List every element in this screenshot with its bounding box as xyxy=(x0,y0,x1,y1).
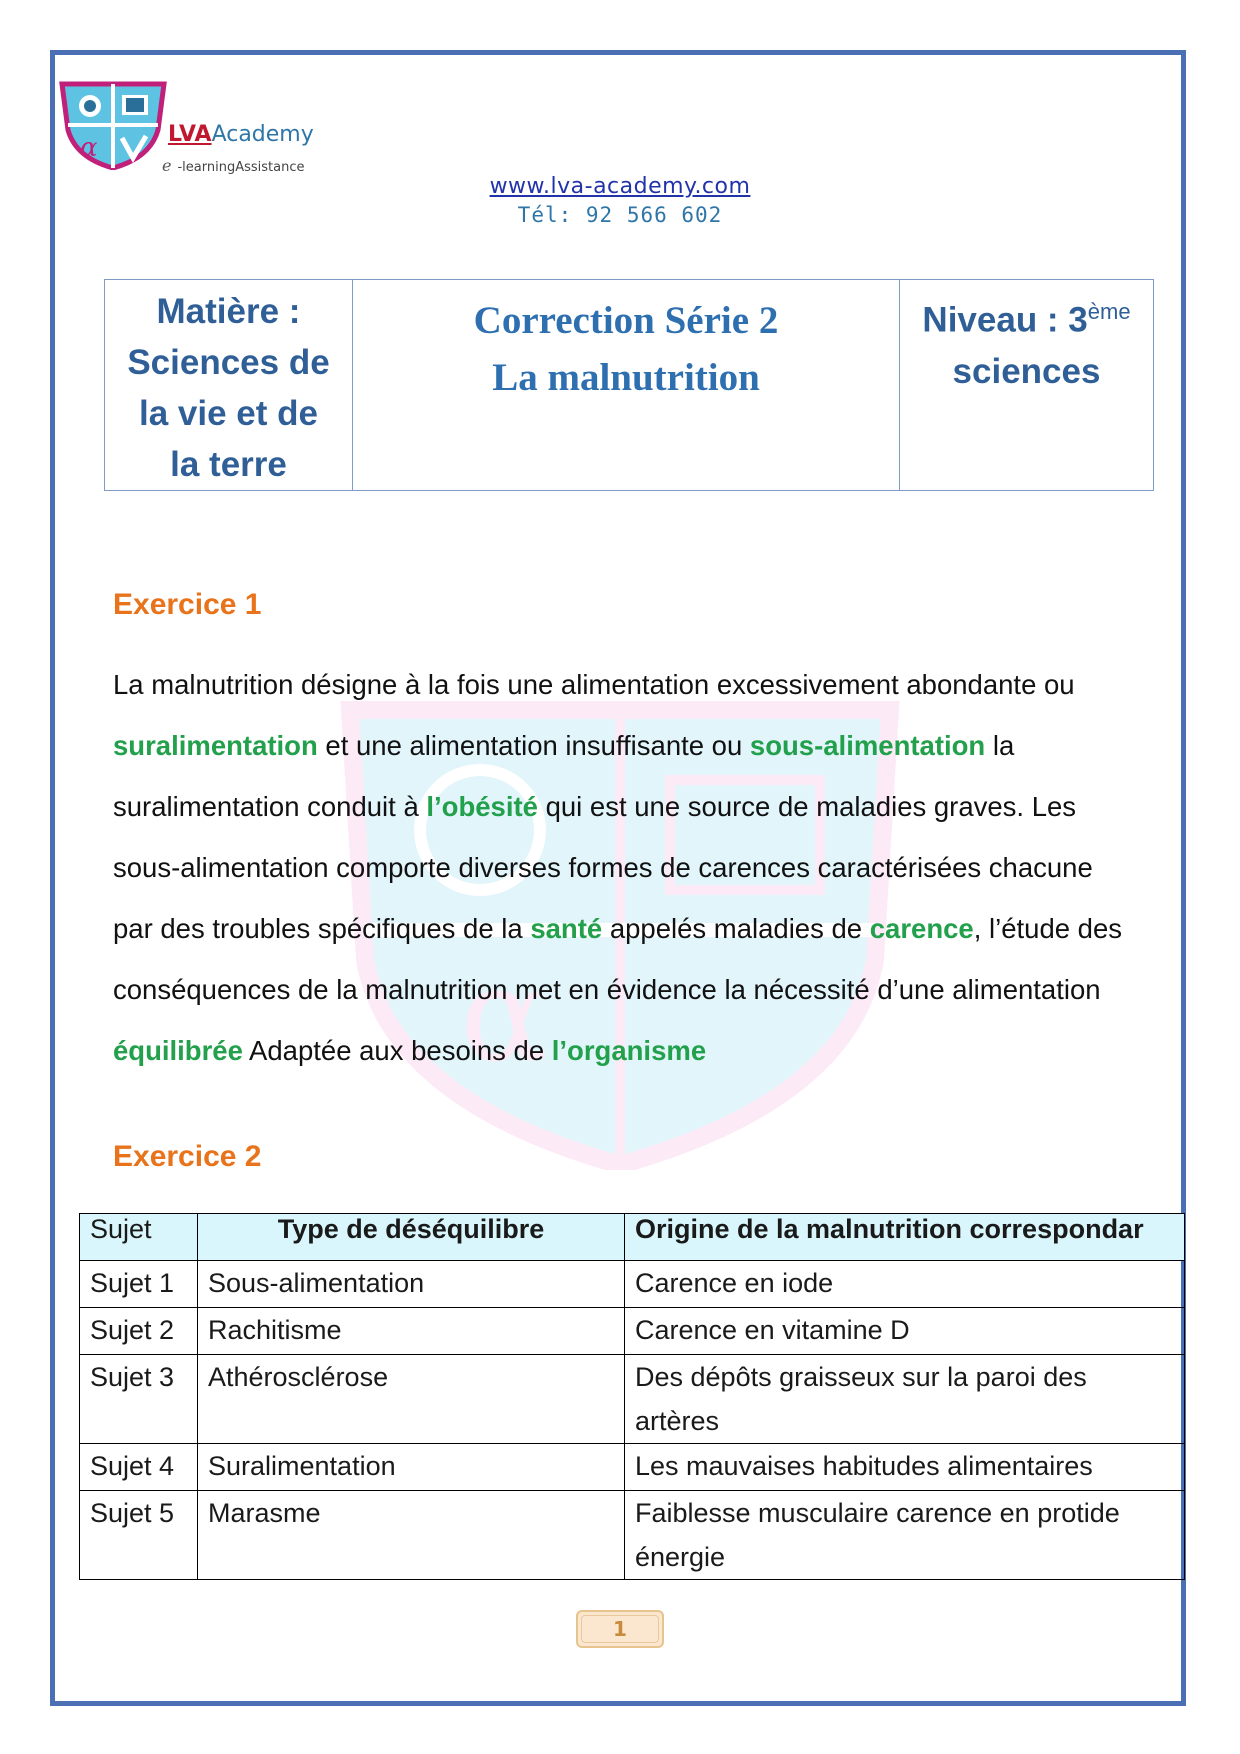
malnutrition-table xyxy=(79,1213,1185,1580)
table-cell: Sous-alimentation xyxy=(198,1261,625,1308)
subject-line: Sciences de xyxy=(127,343,330,382)
keyword-answer: carence xyxy=(869,913,974,944)
level-prefix: Niveau : 3 xyxy=(922,300,1088,340)
exercise-2-heading: Exercice 2 xyxy=(113,1140,262,1173)
tagline-text: -learningAssistance xyxy=(177,160,305,175)
table-cell: Les mauvaises habitudes alimentaires xyxy=(625,1444,1185,1491)
column-header: Type de déséquilibre xyxy=(198,1214,625,1261)
document-subtitle: La malnutrition xyxy=(492,356,760,399)
tagline-e: e xyxy=(162,156,172,175)
table-cell: Des dépôts graisseux sur la paroi des artères xyxy=(625,1355,1185,1444)
paragraph-text: la suralimentation conduit à xyxy=(113,730,1015,822)
table-cell: Athérosclérose xyxy=(198,1355,625,1444)
table-row xyxy=(80,1308,1185,1355)
table-row xyxy=(80,1355,1185,1444)
paragraph-text: qui est une source de maladies graves. Les sous-alimentation comporte diverses formes de carences caractérisées chacune par des troubles spécifiques de la xyxy=(113,791,1093,944)
paragraph-text: et une alimentation insuffisante ou xyxy=(317,730,750,761)
paragraph-text: Adaptée aux besoins de xyxy=(242,1035,552,1066)
table-header-row xyxy=(80,1214,1185,1261)
keyword-answer: suralimentation xyxy=(113,730,318,761)
column-header: Sujet xyxy=(80,1214,198,1261)
table-cell: Faiblesse musculaire carence en protide énergie xyxy=(625,1491,1185,1580)
table-cell: Marasme xyxy=(198,1491,625,1580)
keyword-answer: l’organisme xyxy=(551,1035,707,1066)
table-cell: Sujet 4 xyxy=(80,1444,198,1491)
column-header: Origine de la malnutrition correspondar xyxy=(625,1214,1185,1261)
table-row xyxy=(80,1491,1185,1580)
table-cell: Sujet 5 xyxy=(80,1491,198,1580)
subject-line: la terre xyxy=(170,445,287,484)
table-cell: Sujet 3 xyxy=(80,1355,198,1444)
keyword-answer: l’obésité xyxy=(426,791,538,822)
subject-line: Matière : xyxy=(156,292,301,331)
table-cell: Suralimentation xyxy=(198,1444,625,1491)
table-row xyxy=(80,1261,1185,1308)
keyword-answer: sous-alimentation xyxy=(749,730,986,761)
paragraph-text: appelés maladies de xyxy=(602,913,870,944)
paragraph-text: La malnutrition désigne à la fois une alimentation excessivement abondante ou xyxy=(113,669,1075,700)
website-link[interactable]: www.lva-academy.com xyxy=(489,174,751,199)
table-cell: Carence en vitamine D xyxy=(625,1308,1185,1355)
table-row xyxy=(80,1444,1185,1491)
exercise-1-heading: Exercice 1 xyxy=(113,588,262,621)
level-line-2: sciences xyxy=(952,351,1101,391)
phone-number: Tél: 92 566 602 xyxy=(517,203,723,227)
table-cell: Sujet 2 xyxy=(80,1308,198,1355)
subject-line: la vie et de xyxy=(139,394,318,433)
svg-text:α: α xyxy=(80,133,98,163)
table-cell: Rachitisme xyxy=(198,1308,625,1355)
svg-text:α: α xyxy=(460,939,548,1091)
paragraph-text: , l’étude des conséquences de la malnutrition met en évidence la nécessité d’une alimentation xyxy=(113,913,1123,1005)
brand-lva: LVA xyxy=(168,122,212,147)
table-cell: Carence en iode xyxy=(625,1261,1185,1308)
keyword-answer: équilibrée xyxy=(113,1035,243,1066)
level-superscript: ème xyxy=(1087,299,1131,324)
page-number: 1 xyxy=(576,1610,664,1648)
brand-academy: Academy xyxy=(211,122,314,147)
keyword-answer: santé xyxy=(530,913,603,944)
table-cell: Sujet 1 xyxy=(80,1261,198,1308)
document-title: Correction Série 2 xyxy=(473,299,779,342)
